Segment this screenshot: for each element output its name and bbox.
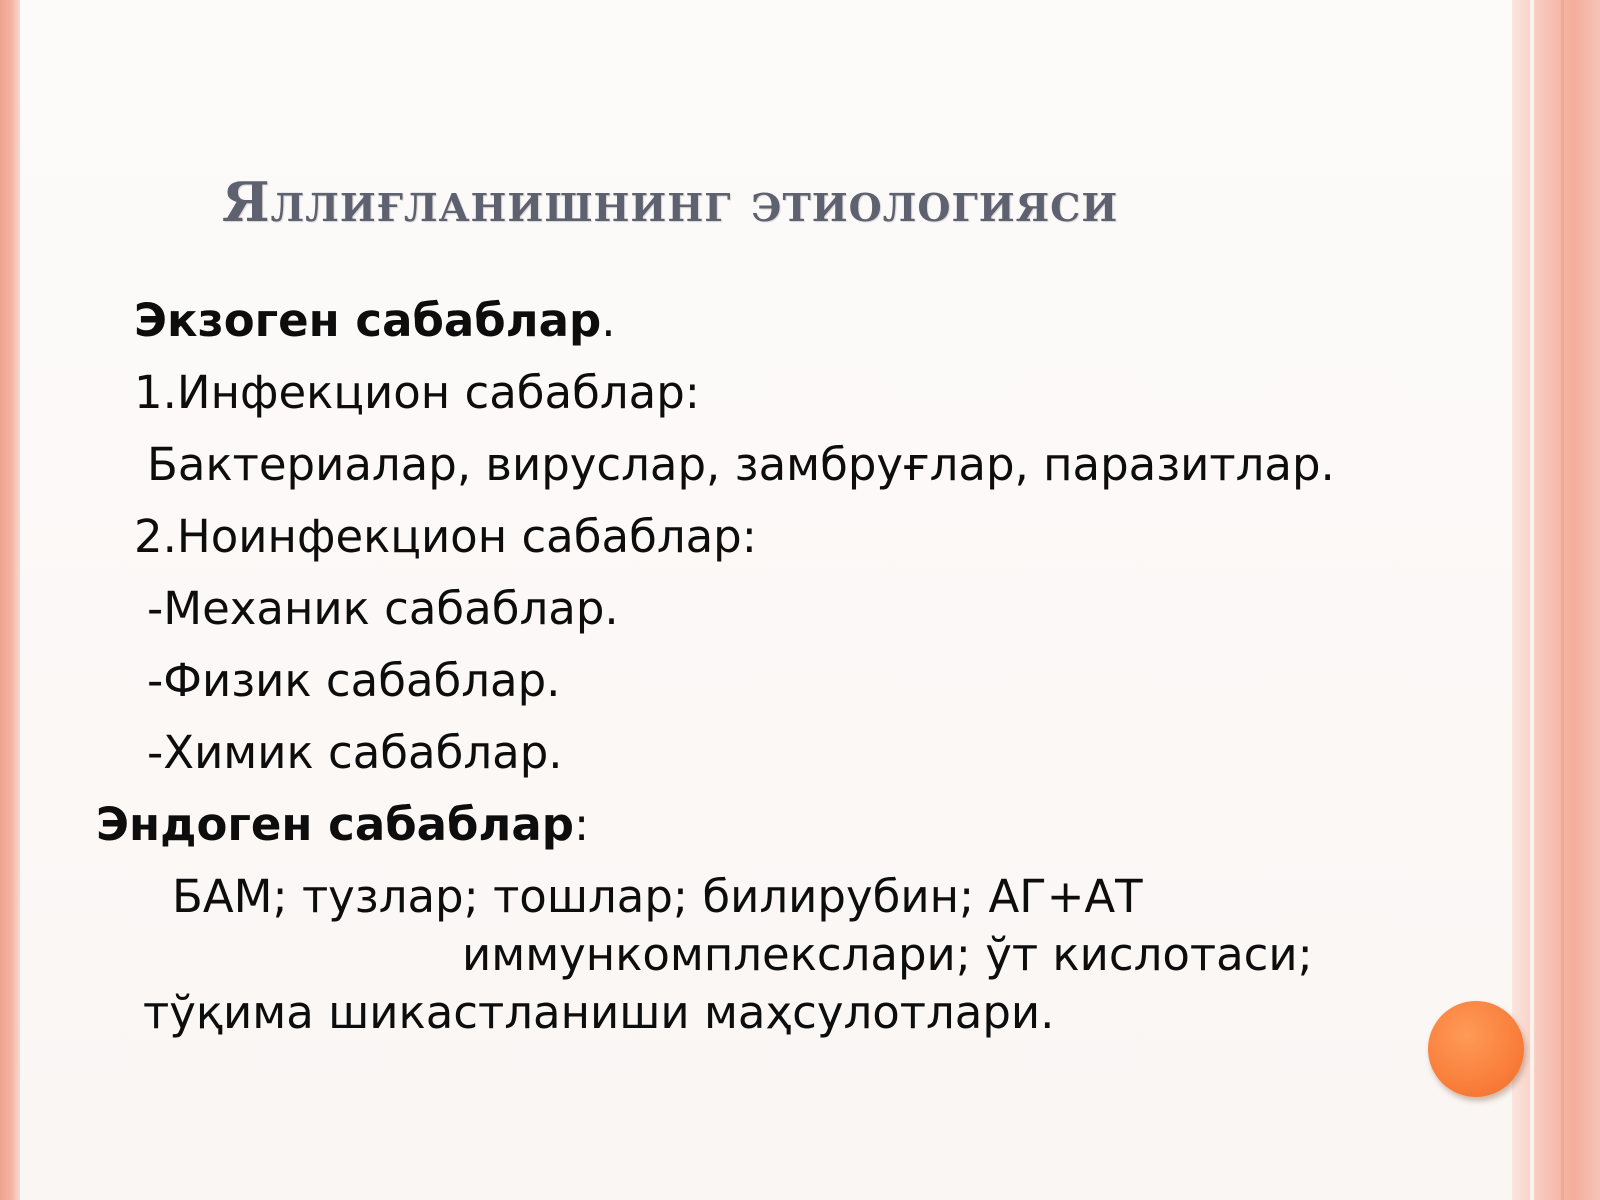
exogenous-heading bbox=[134, 294, 616, 347]
noninfectious-causes-line: 2.Ноинфекцион сабаблар: bbox=[134, 510, 757, 563]
right-border-dark-stripe bbox=[1561, 0, 1564, 1200]
physical-causes-line: -Физик сабаблар. bbox=[147, 654, 561, 707]
endogenous-agents-line-3: тўқима шикастланиши маҳсулотлари. bbox=[143, 986, 1055, 1039]
endogenous-heading-suffix: : bbox=[573, 798, 590, 851]
endogenous-heading-text: Эндоген сабаблар bbox=[96, 798, 574, 851]
mechanical-causes-line: -Механик сабаблар. bbox=[147, 582, 619, 635]
slide-title: Яллиғланишнинг этиологияси bbox=[222, 170, 1119, 234]
right-border-light-stripe bbox=[1530, 0, 1534, 1200]
endogenous-agents-line-2: иммункомплекслари; ўт кислотаси; bbox=[462, 928, 1313, 981]
endogenous-heading bbox=[96, 798, 590, 851]
left-border-decoration bbox=[0, 0, 20, 1200]
exogenous-heading-text: Экзоген сабаблар bbox=[134, 294, 602, 347]
endogenous-agents-line-1: БАМ; тузлар; тошлар; билирубин; АГ+АТ bbox=[172, 870, 1143, 923]
orange-circle-decoration bbox=[1428, 1001, 1524, 1097]
exogenous-heading-suffix: . bbox=[601, 294, 616, 347]
chemical-causes-line: -Химик сабаблар. bbox=[147, 726, 563, 779]
infectious-causes-line: 1.Инфекцион сабаблар: bbox=[134, 366, 700, 419]
infectious-agents-line: Бактериалар, вируслар, замбруғлар, паразитлар. bbox=[147, 438, 1335, 491]
right-border-decoration bbox=[1512, 0, 1600, 1200]
